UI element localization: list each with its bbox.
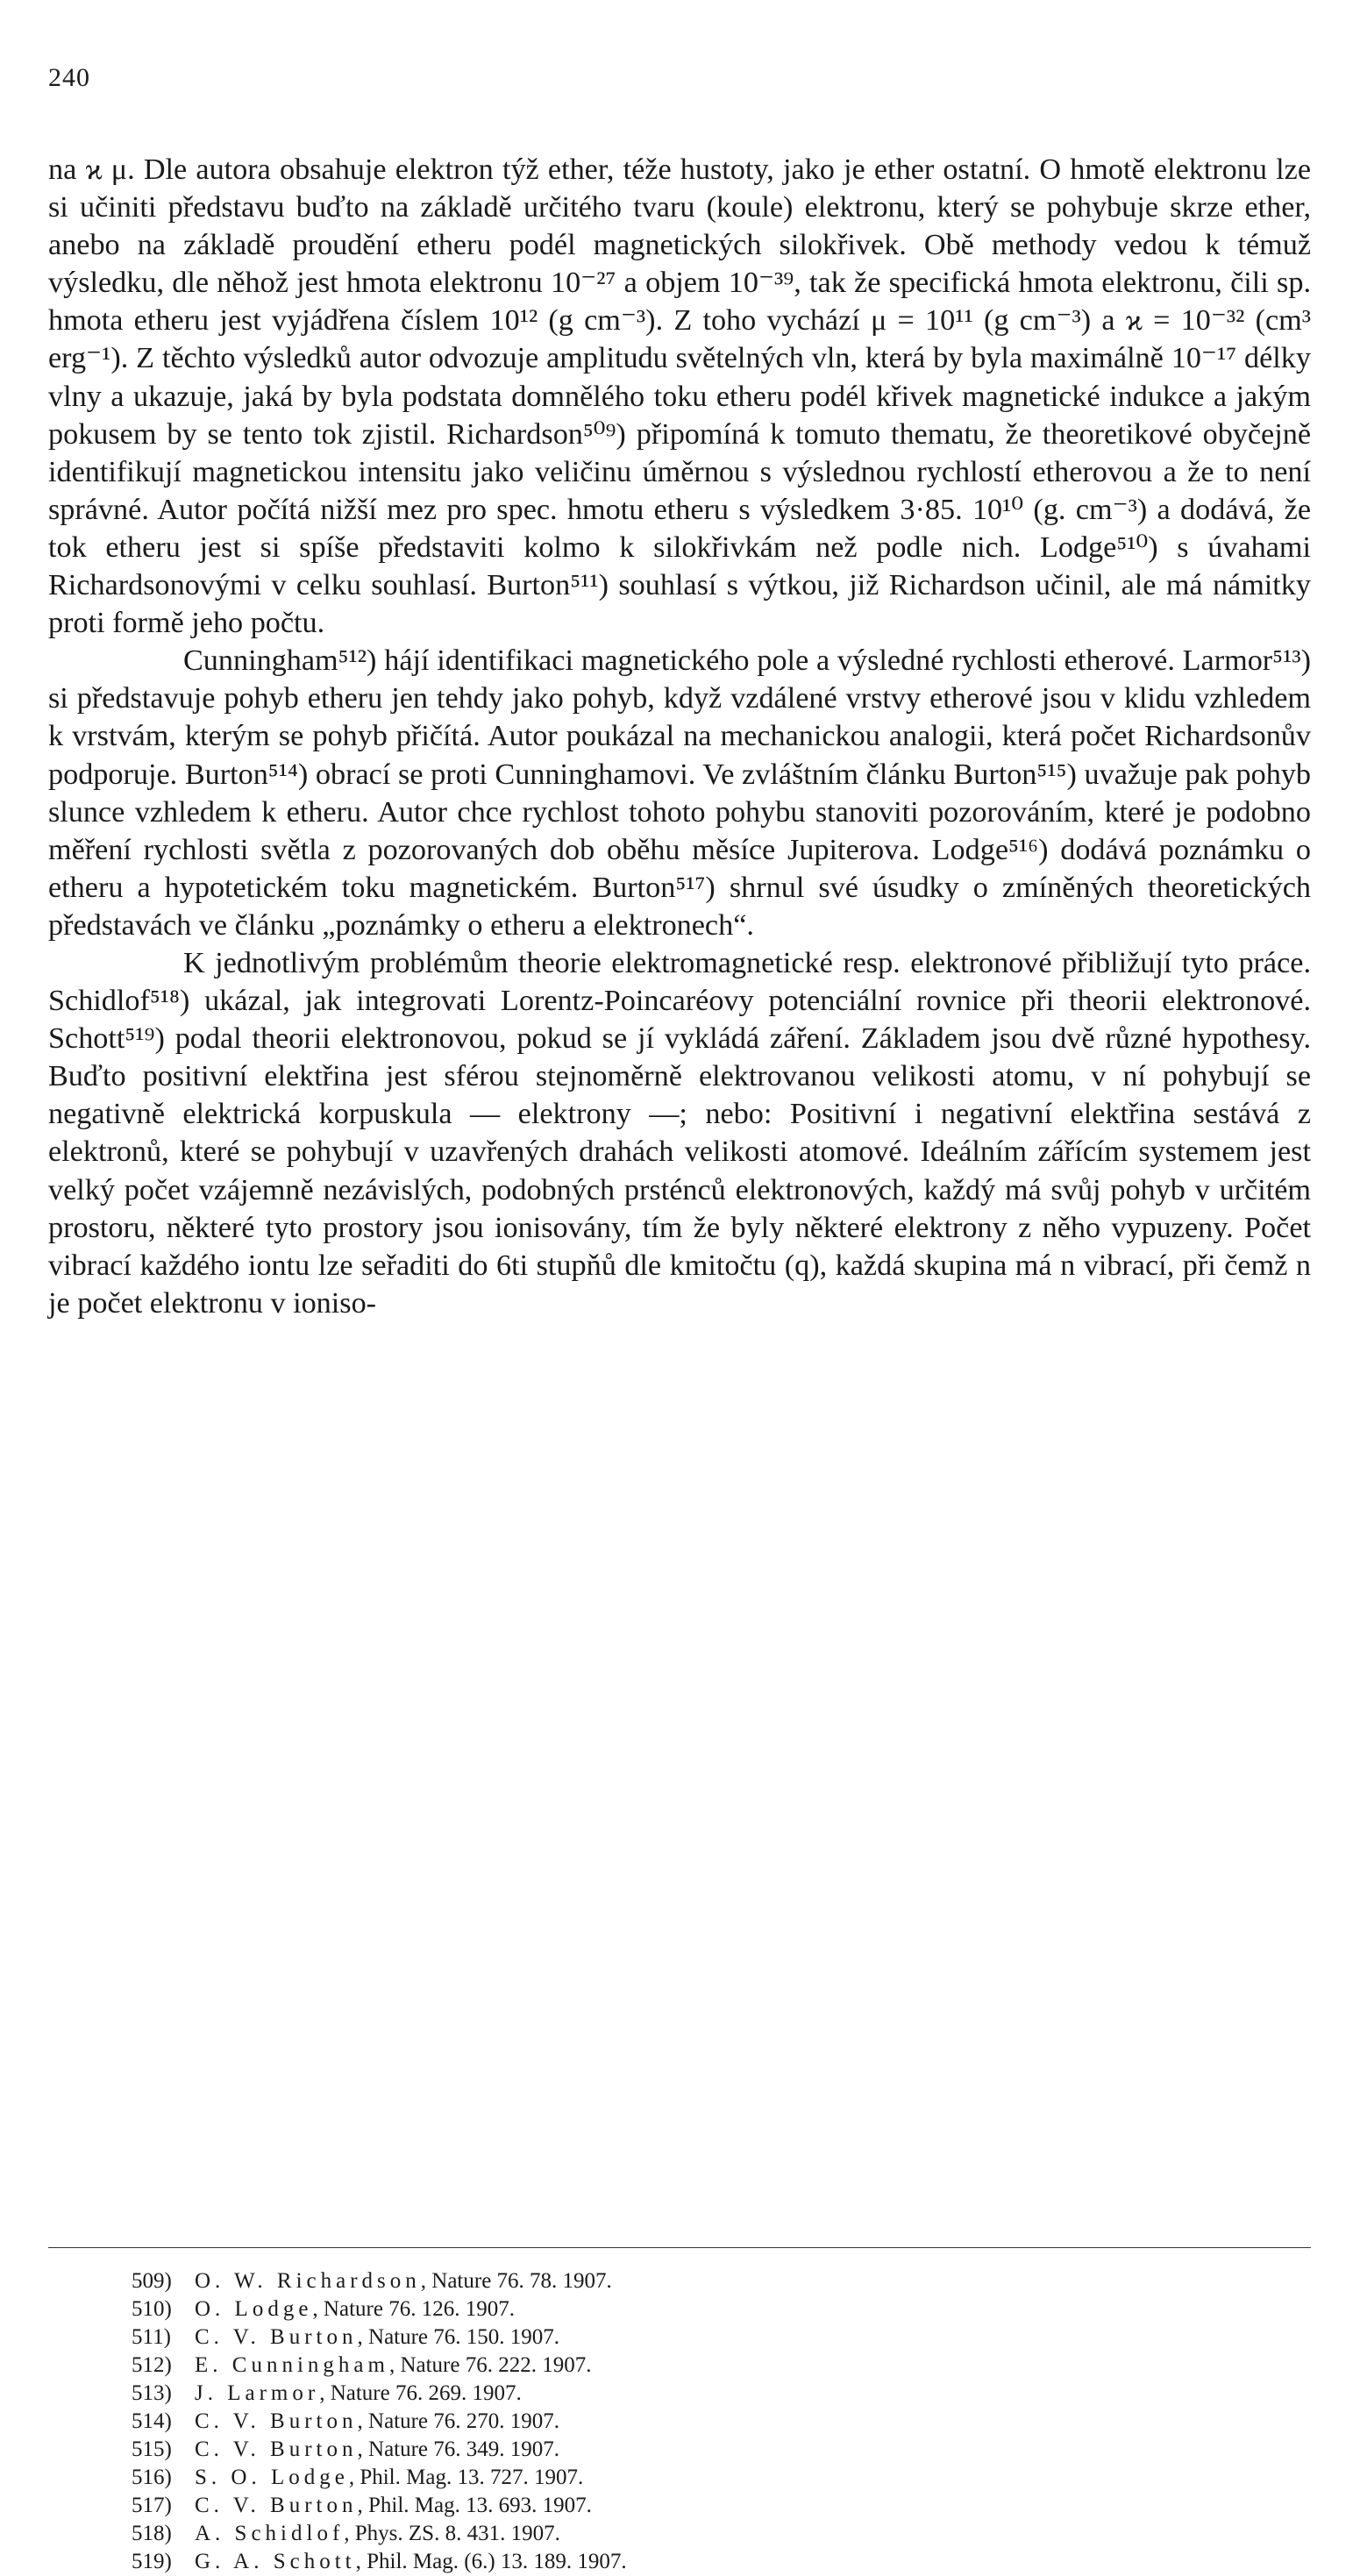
footnote-reference: Nature 76. 222. 1907. xyxy=(400,2353,592,2377)
footnote-reference: Phil. Mag. (6.) 13. 189. 1907. xyxy=(367,2550,627,2573)
footnote: 519) G. A. Schott, Phil. Mag. (6.) 13. 189. 1907. xyxy=(132,2548,1228,2576)
page-number: 240 xyxy=(48,63,90,92)
footnote-author: S. O. Lodge xyxy=(195,2466,349,2489)
footnote-number: 516) xyxy=(132,2466,172,2489)
footnote: 514) C. V. Burton, Nature 76. 270. 1907. xyxy=(132,2408,1228,2436)
footnote-reference: Phys. ZS. 8. 431. 1907. xyxy=(354,2522,560,2545)
footnote: 512) E. Cunningham, Nature 76. 222. 1907. xyxy=(132,2352,1228,2380)
footnote-number: 514) xyxy=(132,2409,172,2433)
footnote-author: G. A. Schott xyxy=(195,2550,356,2573)
footnote-reference: Nature 76. 269. 1907. xyxy=(330,2381,522,2405)
footnote-author: J. Larmor xyxy=(195,2381,320,2405)
body-text xyxy=(48,151,1311,1322)
footnote: 518) A. Schidlof, Phys. ZS. 8. 431. 1907. xyxy=(132,2520,1228,2548)
footnote-separator xyxy=(48,2247,1311,2248)
footnote-number: 510) xyxy=(132,2297,172,2321)
footnote-author: C. V. Burton xyxy=(195,2494,358,2517)
footnote-reference: Phil. Mag. 13. 693. 1907. xyxy=(368,2494,592,2517)
footnote-number: 511) xyxy=(132,2325,171,2349)
footnote: 511) C. V. Burton, Nature 76. 150. 1907. xyxy=(132,2323,1228,2352)
footnote-author: A. Schidlof xyxy=(195,2522,345,2545)
footnote-reference: Nature 76. 78. 1907. xyxy=(431,2269,612,2293)
footnote-reference: Phil. Mag. 13. 727. 1907. xyxy=(360,2466,584,2489)
footnote: 516) S. O. Lodge, Phil. Mag. 13. 727. 1907. xyxy=(132,2464,1228,2492)
footnote: 510) O. Lodge, Nature 76. 126. 1907. xyxy=(132,2295,1228,2323)
footnote-reference: Nature 76. 126. 1907. xyxy=(323,2297,515,2321)
paragraph: na ϰ μ. Dle autora obsahuje elektron týž ether, téže hustoty, jako je ether ostatní. O hmotě elektronu lze si učiniti představu buďto na základě určitého tvaru (koule) elektronu, který se pohybuje skrze ether, anebo na základě proudění etheru podél magnetických silokřivek. Obě methody vedou k témuž výsledku, dle něhož jest hmota elektronu 10⁻²⁷ a objem 10⁻³⁹, tak že specifická hmota elektronu, čili sp. hmota etheru jest vyjádřena číslem 10¹² (g cm⁻³). Z toho vychází μ = 10¹¹ (g cm⁻³) a ϰ = 10⁻³² (cm³ erg⁻¹). Z těchto výsledků autor odvozuje amplitudu světelných vln, která by byla maximálně 10⁻¹⁷ délky vlny a ukazuje, jaká by byla podstata domnělého toku etheru podél křivek magnetické indukce a jakým pokusem by se tento tok zjistil. Richardson⁵⁰⁹) připomíná k tomuto thematu, že theoretikové obyčejně identifikují magnetickou intensitu jako veličinu úměrnou s výslednou rychlostí etherovou a že to není správné. Autor počítá nižší mez pro spec. hmotu etheru s výsledkem 3·85. 10¹⁰ (g. cm⁻³) a dodává, že tok etheru jest si spíše představiti kolmo k silokřivkám než podle nich. Lodge⁵¹⁰) s úvahami Richardsonovými v celku souhlasí. Burton⁵¹¹) souhlasí s výtkou, již Richardson učinil, ale má námitky proti formě jeho počtu. xyxy=(48,153,1311,640)
footnote-reference: Nature 76. 150. 1907. xyxy=(368,2325,560,2349)
footnote-number: 519) xyxy=(132,2550,172,2573)
footnote-author: O. Lodge xyxy=(195,2297,313,2321)
footnote-reference: Nature 76. 349. 1907. xyxy=(368,2437,560,2461)
footnote: 509) O. W. Richardson, Nature 76. 78. 1907. xyxy=(132,2267,1228,2295)
footnote: 517) C. V. Burton, Phil. Mag. 13. 693. 1907. xyxy=(132,2492,1228,2520)
footnote-reference: Nature 76. 270. 1907. xyxy=(368,2409,560,2433)
footnote-author: C. V. Burton xyxy=(195,2437,358,2461)
footnote-number: 518) xyxy=(132,2522,172,2545)
footnote-number: 513) xyxy=(132,2381,172,2405)
footnote-author: O. W. Richardson xyxy=(195,2269,421,2293)
footnotes xyxy=(132,2267,1228,2576)
footnote-number: 515) xyxy=(132,2437,172,2461)
footnote-number: 512) xyxy=(132,2353,172,2377)
footnote-author: C. V. Burton xyxy=(195,2409,358,2433)
footnote: 513) J. Larmor, Nature 76. 269. 1907. xyxy=(132,2380,1228,2408)
footnote-number: 509) xyxy=(132,2269,172,2293)
footnote-number: 517) xyxy=(132,2494,172,2517)
paragraph: K jednotlivým problémům theorie elektromagnetické resp. elektronové přibližují tyto práce. Schidlof⁵¹⁸) ukázal, jak integrovati Lorentz-Poincaréovy potenciální rovnice při theorii elektronové. Schott⁵¹⁹) podal theorii elektronovou, pokud se jí vykládá záření. Základem jsou dvě různé hypothesy. Buďto positivní elektřina jest sférou stejnoměrně elektrovanou velikosti atomu, v ní pohybují se negativně elektrická korpuskula — elektrony —; nebo: Positivní i negativní elektřina sestává z elektronů, které se pohybují v uzavřených drahách velikosti atomové. Ideálním zářícím systemem jest velký počet vzájemně nezávislých, podobných prsténců elektronových, každý má svůj pohyb v určitém prostoru, některé tyto prostory jsou ionisovány, tím že byly některé elektrony z něho vypuzeny. Počet vibrací každého iontu lze seřaditi do 6ti stupňů dle kmitočtu (q), každá skupina má n vibrací, při čemž n je počet elektronu v ioniso- xyxy=(48,946,1311,1320)
paragraph: Cunningham⁵¹²) hájí identifikaci magnetického pole a výsledné rychlosti etherové. Larmor⁵¹³) si představuje pohyb etheru jen tehdy jako pohyb, když vzdálené vrstvy etherové jsou v klidu vzhledem k vrstvám, kterým se pohyb přičítá. Autor poukázal na mechanickou analogii, která počet Richardsonův podporuje. Burton⁵¹⁴) obrací se proti Cunninghamovi. Ve zvláštním článku Burton⁵¹⁵) uvažuje pak pohyb slunce vzhledem k etheru. Autor chce rychlost tohoto pohybu stanoviti pozorováním, které je podobno měření rychlosti světla z pozorovaných dob oběhu měsíce Jupiterova. Lodge⁵¹⁶) dodává poznámku o etheru a hypotetickém toku magnetickém. Burton⁵¹⁷) shrnul své úsudky o zmíněných theoretických představách ve článku „poznámky o etheru a elektronech“. xyxy=(48,644,1311,942)
footnote-author: C. V. Burton xyxy=(195,2325,358,2349)
footnote-author: E. Cunningham xyxy=(195,2353,389,2377)
footnote: 515) C. V. Burton, Nature 76. 349. 1907. xyxy=(132,2436,1228,2464)
